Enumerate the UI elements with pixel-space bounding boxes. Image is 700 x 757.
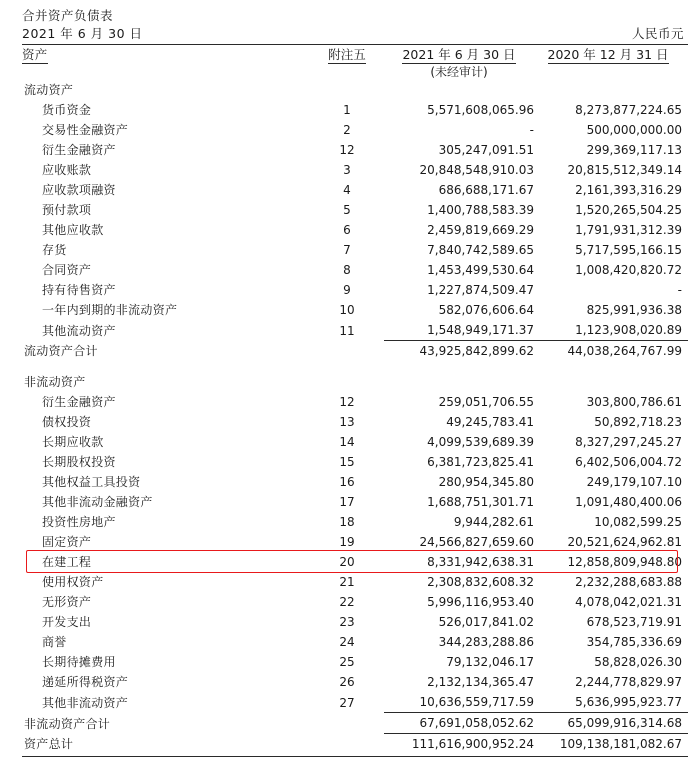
row-current-value: 49,245,783.41	[446, 415, 534, 429]
row-note: 23	[339, 615, 355, 629]
header-label-assets: 资产	[22, 47, 48, 62]
row-note: 12	[339, 395, 355, 409]
row-label: 无形资产	[42, 595, 92, 609]
row-previous-value: 8,273,877,224.65	[575, 103, 682, 117]
section-spacer	[22, 361, 688, 372]
row-label: 递延所得税资产	[42, 675, 129, 689]
row-note: 24	[339, 635, 355, 649]
row-previous-value: 1,008,420,820.72	[575, 263, 682, 277]
currency-unit: 人民币元	[631, 26, 684, 41]
row-label: 一年内到期的非流动资产	[42, 303, 178, 317]
grand-total-row	[22, 734, 688, 755]
row-previous-value: 8,327,297,245.27	[575, 435, 682, 449]
row-note: 9	[343, 283, 351, 297]
row-note: 22	[339, 595, 355, 609]
table-row	[22, 472, 688, 492]
table-row	[22, 592, 688, 612]
row-current-value: 305,247,091.51	[438, 143, 534, 157]
row-previous-value: 44,038,264,767.99	[534, 341, 688, 362]
section-title-current-assets: 流动资产	[24, 83, 74, 97]
table-row	[22, 240, 688, 260]
row-previous-value: 1,123,908,020.89	[575, 323, 682, 337]
row-note: 19	[339, 535, 355, 549]
row-note: 7	[343, 243, 351, 257]
row-note: 10	[339, 303, 355, 317]
row-label: 在建工程	[42, 555, 92, 569]
row-note: 26	[339, 675, 355, 689]
row-previous-value: 2,161,393,316.29	[575, 183, 682, 197]
row-label: 持有待售资产	[42, 283, 116, 297]
table-subheader-row	[22, 63, 688, 80]
row-label: 存货	[42, 243, 67, 257]
row-previous-value: 500,000,000.00	[586, 123, 682, 137]
balance-sheet-table	[22, 45, 688, 754]
row-previous-value: 10,082,599.25	[594, 515, 682, 529]
section-title-noncurrent-assets: 非流动资产	[24, 375, 86, 389]
subtotal-row-current-assets	[22, 341, 688, 362]
row-note: 3	[343, 163, 351, 177]
row-label: 流动资产合计	[24, 344, 98, 358]
table-row-highlighted	[22, 552, 688, 572]
row-note: 2	[343, 123, 351, 137]
row-label: 其他非流动资产	[42, 695, 129, 710]
table-row	[22, 120, 688, 140]
table-row	[22, 100, 688, 120]
title-meta-row	[22, 26, 688, 45]
row-current-value: 280,954,345.80	[438, 475, 534, 489]
row-note: 4	[343, 183, 351, 197]
row-label: 债权投资	[42, 415, 92, 429]
row-current-value: 8,331,942,638.31	[427, 555, 534, 569]
table-row	[22, 432, 688, 452]
header-note: 附注五	[328, 47, 366, 62]
table-row	[22, 492, 688, 512]
row-label: 投资性房地产	[42, 515, 116, 529]
row-label: 开发支出	[42, 615, 92, 629]
row-current-value: 259,051,706.55	[438, 395, 534, 409]
row-label: 预付款项	[42, 203, 92, 217]
row-label: 长期应收款	[42, 435, 104, 449]
row-previous-value: 109,138,181,082.67	[534, 734, 688, 755]
row-previous-value: 65,099,916,314.68	[534, 713, 688, 734]
row-note: 21	[339, 575, 355, 589]
row-label: 使用权资产	[42, 575, 104, 589]
row-note: 25	[339, 655, 355, 669]
row-note: 12	[339, 143, 355, 157]
row-current-value: 1,548,949,171.37	[427, 323, 534, 337]
row-note: 27	[339, 695, 355, 710]
row-current-value: 4,099,539,689.39	[427, 435, 534, 449]
row-note: 16	[339, 475, 355, 489]
row-previous-value: 2,232,288,683.88	[575, 575, 682, 589]
row-previous-value: 5,636,995,923.77	[575, 695, 682, 709]
table-row	[22, 572, 688, 592]
row-current-value: 2,132,134,365.47	[427, 675, 534, 689]
row-previous-value: 2,244,778,829.97	[575, 675, 682, 689]
row-current-value: 686,688,171.67	[438, 183, 534, 197]
row-current-value: 10,636,559,717.59	[419, 695, 534, 709]
row-current-value: 111,616,900,952.24	[384, 734, 534, 755]
row-note: 17	[339, 495, 355, 509]
table-row	[22, 260, 688, 280]
table-row	[22, 672, 688, 692]
row-label: 其他权益工具投资	[42, 475, 141, 489]
subtotal-row-noncurrent-assets	[22, 713, 688, 734]
row-previous-value: -	[677, 283, 682, 297]
row-note: 5	[343, 203, 351, 217]
row-current-value: 6,381,723,825.41	[427, 455, 534, 469]
row-note: 14	[339, 435, 355, 449]
table-row	[22, 200, 688, 220]
table-row	[22, 220, 688, 240]
row-label: 应收款项融资	[42, 183, 116, 197]
row-label: 交易性金融资产	[42, 123, 129, 137]
row-label: 其他非流动金融资产	[42, 495, 153, 509]
table-row	[22, 692, 688, 713]
row-previous-value: 20,521,624,962.81	[567, 535, 682, 549]
row-previous-value: 299,369,117.13	[586, 143, 682, 157]
row-label: 其他流动资产	[42, 323, 116, 338]
row-current-value: 5,996,116,953.40	[427, 595, 534, 609]
table-row	[22, 392, 688, 412]
table-row	[22, 412, 688, 432]
section-heading-row	[22, 372, 688, 392]
row-current-value: 67,691,058,052.62	[384, 713, 534, 734]
header-current-sub: (未经审计)	[430, 65, 488, 79]
row-label: 合同资产	[42, 263, 92, 277]
table-row	[22, 300, 688, 320]
row-current-value: 1,400,788,583.39	[427, 203, 534, 217]
row-previous-value: 12,858,809,948.80	[567, 555, 682, 569]
table-row	[22, 652, 688, 672]
table-row	[22, 532, 688, 552]
row-current-value: 1,453,499,530.64	[427, 263, 534, 277]
row-previous-value: 20,815,512,349.14	[567, 163, 682, 177]
row-current-value: 43,925,842,899.62	[384, 341, 534, 362]
header-current-period: 2021 年 6 月 30 日	[402, 47, 516, 62]
row-note: 1	[343, 103, 351, 117]
row-current-value: 24,566,827,659.60	[419, 535, 534, 549]
row-previous-value: 249,179,107.10	[586, 475, 682, 489]
table-row	[22, 180, 688, 200]
table-header-row	[22, 45, 688, 63]
row-current-value: 1,227,874,509.47	[427, 283, 534, 297]
row-current-value: 5,571,608,065.96	[427, 103, 534, 117]
row-previous-value: 5,717,595,166.15	[575, 243, 682, 257]
row-label: 衍生金融资产	[42, 395, 116, 409]
row-previous-value: 678,523,719.91	[586, 615, 682, 629]
row-label: 其他应收款	[42, 223, 104, 237]
row-previous-value: 1,520,265,504.25	[575, 203, 682, 217]
row-label: 应收账款	[42, 163, 92, 177]
row-previous-value: 1,791,931,312.39	[575, 223, 682, 237]
row-previous-value: 354,785,336.69	[586, 635, 682, 649]
section-heading-row	[22, 80, 688, 100]
row-note: 18	[339, 515, 355, 529]
row-current-value: 526,017,841.02	[438, 615, 534, 629]
table-row	[22, 452, 688, 472]
row-previous-value: 58,828,026.30	[594, 655, 682, 669]
row-previous-value: 50,892,718.23	[594, 415, 682, 429]
table-row	[22, 632, 688, 652]
row-current-value: 1,688,751,301.71	[427, 495, 534, 509]
header-previous-period: 2020 年 12 月 31 日	[547, 47, 669, 62]
document-title: 合并资产负债表	[22, 8, 114, 23]
row-current-value: 7,840,742,589.65	[427, 243, 534, 257]
row-current-value: 2,459,819,669.29	[427, 223, 534, 237]
row-note: 20	[339, 555, 355, 569]
table-row	[22, 140, 688, 160]
row-label: 长期待摊费用	[42, 655, 116, 669]
row-label: 长期股权投资	[42, 455, 116, 469]
row-current-value: -	[529, 123, 534, 137]
row-current-value: 20,848,548,910.03	[419, 163, 534, 177]
row-label: 固定资产	[42, 535, 92, 549]
row-previous-value: 1,091,480,400.06	[575, 495, 682, 509]
row-previous-value: 4,078,042,021.31	[575, 595, 682, 609]
row-current-value: 2,308,832,608.32	[427, 575, 534, 589]
table-row	[22, 612, 688, 632]
row-note: 13	[339, 415, 355, 429]
row-current-value: 582,076,606.64	[438, 303, 534, 317]
table-row	[22, 160, 688, 180]
row-note: 11	[339, 323, 355, 338]
row-label: 资产总计	[24, 737, 74, 751]
report-date: 2021 年 6 月 30 日	[22, 26, 143, 41]
row-previous-value: 303,800,786.61	[586, 395, 682, 409]
row-label: 商誉	[42, 635, 67, 649]
table-row	[22, 280, 688, 300]
row-note: 6	[343, 223, 351, 237]
row-current-value: 344,283,288.86	[438, 635, 534, 649]
row-previous-value: 6,402,506,004.72	[575, 455, 682, 469]
row-label: 衍生金融资产	[42, 143, 116, 157]
row-current-value: 79,132,046.17	[446, 655, 534, 669]
row-note: 15	[339, 455, 355, 469]
row-previous-value: 825,991,936.38	[586, 303, 682, 317]
row-label: 货币资金	[42, 103, 92, 117]
table-row	[22, 320, 688, 341]
row-label: 非流动资产合计	[24, 716, 111, 731]
row-current-value: 9,944,282.61	[453, 515, 534, 529]
row-note: 8	[343, 263, 351, 277]
table-row	[22, 512, 688, 532]
